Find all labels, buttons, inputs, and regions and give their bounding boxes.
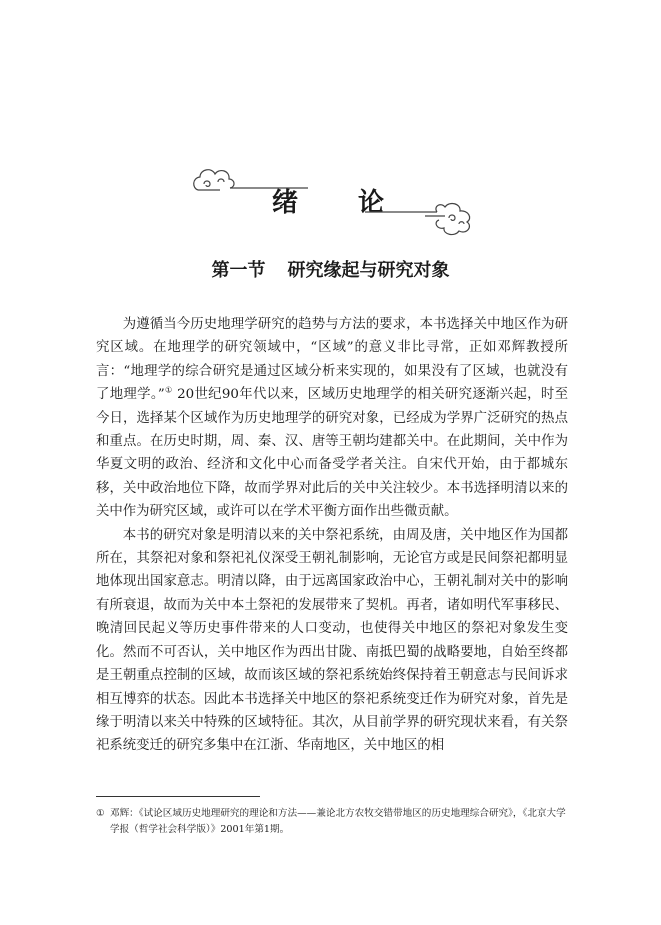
footnote-divider: [96, 796, 260, 797]
chapter-title: 绪论: [272, 188, 445, 218]
paragraph-1: [96, 313, 568, 524]
body-text: [96, 313, 568, 758]
section-number: 第一节: [211, 260, 266, 281]
footnote-reference[interactable]: ①: [164, 385, 173, 395]
cloud-ornament-right-icon: [365, 200, 480, 240]
paragraph-2: 本书的研究对象是明清以来的关中祭祀系统，由周及唐，关中地区作为国都所在，其祭祀对象和祭祀礼仪深受王朝礼制影响，无论官方或是民间祭祀都明显地体现出国家意志。明清以降，由于远离国家政治中心，王朝礼制对关中的影响有所衰退，故而为关中本土祭祀的发展带来了契机。再者，诸如明代军事移民、晚清回民起义等历史事件带来的人口变动，也使得关中地区的祭祀对象发生变化。然而不可否认，关中地区作为西出甘陇、南抵巴蜀的战略要地，自始至终都是王朝重点控制的区域，故而该区域的祭祀系统始终保持着王朝意志与民间诉求相互博弈的状态。因此本书选择关中地区的祭祀系统变迁作为研究对象，首先是缘于明清以来关中特殊的区域特征。其次，从目前学界的研究现状来看，有关祭祀系统变迁的研究多集中在江浙、华南地区，关中地区的相: [96, 527, 568, 754]
chapter-header: [190, 160, 480, 240]
footnote-mark: ①: [96, 808, 105, 819]
paragraph-1-text-a: 为遵循当今历史地理学研究的趋势与方法的要求，本书选择关中地区作为研究区域。在地理学的研究领域中，“区域”的意义非比寻常，正如邓辉教授所言：“地理学的综合研究是通过区域分析来实现的，如果没有了区域，也就没有了地理学。”: [96, 317, 568, 403]
section-title: [0, 256, 661, 282]
footnote: [96, 806, 568, 838]
footnote-text: 邓辉：《试论区域历史地理研究的理论和方法——兼论北方农牧交错带地区的历史地理综合研究》，《北京大学学报（哲学社会科学版）》2001年第1期。: [110, 808, 566, 835]
section-heading: 研究缘起与研究对象: [287, 260, 450, 281]
paragraph-1-text-b: 20世纪90年代以来，区域历史地理学的相关研究逐渐兴起，时至今日，选择某个区域作为历史地理学的研究对象，已经成为学界广泛研究的热点和重点。在历史时期，周、秦、汉、唐等王朝均建都关中。在此期间，关中作为华夏文明的政治、经济和文化中心而备受学者关注。自宋代开始，由于都城东移，关中政治地位下降，故而学界对此后的关中关注较少。本书选择明清以来的关中作为研究区域，或许可以在学术平衡方面作出些微贡献。: [96, 387, 568, 520]
